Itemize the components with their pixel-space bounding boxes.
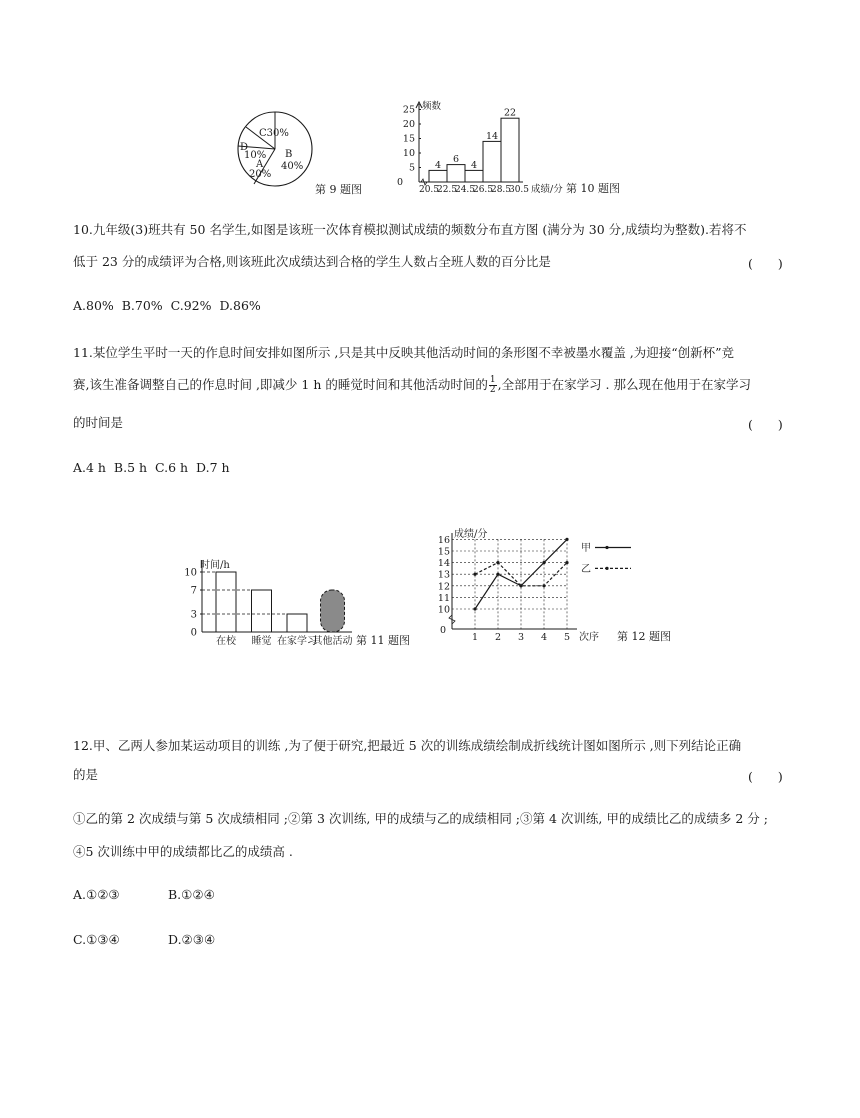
x-tick-label: 睡觉 — [251, 636, 272, 647]
pie-label-a-pct: 20% — [249, 169, 272, 180]
x-tick-label: 4 — [540, 632, 548, 643]
q11-line2 — [73, 376, 751, 395]
x-tick-label: 5 — [563, 632, 571, 643]
q10-line2: 低于 23 分的成绩评为合格,则该班此次成绩达到合格的学生人数占全班人数的百分比是 — [73, 254, 551, 269]
legend-point-jia — [605, 546, 608, 549]
y-tick-label: 13 — [437, 569, 450, 581]
q11-fraction-den: 2 — [489, 385, 496, 395]
x-tick-label: 28.5 — [490, 185, 512, 194]
y-tick-label-zero: 0 — [439, 625, 446, 636]
fig9-caption: 第 9 题图 — [315, 183, 362, 196]
histogram-bar — [429, 170, 447, 182]
q12-option-c: C.①③④ — [73, 932, 120, 947]
q12-option-b: B.①②④ — [168, 887, 215, 902]
y-axis-label: 频数 — [422, 101, 442, 112]
y-tick-label: 5 — [408, 162, 415, 174]
q12-line1: 12.甲、乙两人参加某运动项目的训练 ,为了便于研究,把最近 5 次的训练成绩绘制成折线统计图如图所示 ,则下列结论正确 — [73, 738, 742, 753]
legend-point-yi — [605, 567, 608, 570]
q10-options: A.80% B.70% C.92% D.86% — [73, 298, 261, 313]
q12-statement2: ④5 次训练中甲的成绩都比乙的成绩高 . — [73, 844, 293, 859]
fig11-caption: 第 11 题图 — [356, 634, 410, 647]
y-tick-label: 15 — [402, 133, 415, 145]
y-tick-label: 11 — [437, 592, 450, 604]
fig10-histogram — [395, 98, 625, 194]
pie-label-b-pct: 40% — [281, 161, 304, 172]
pie-label-d: D — [240, 142, 249, 153]
x-tick-label: 1 — [471, 632, 479, 643]
bar-在家学习 — [287, 614, 307, 632]
q11-line1: 11.某位学生平时一天的作息时间安排如图所示 ,只是其中反映其他活动时间的条形图不幸被墨水覆盖 ,为迎接“创新杯”竞 — [73, 345, 735, 360]
y-tick-label: 7 — [190, 585, 197, 597]
series-point-yi — [473, 573, 476, 576]
series-point-yi — [496, 561, 499, 564]
q11-line3: 的时间是 — [73, 415, 124, 430]
q12-option-d: D.②③④ — [168, 932, 216, 947]
y-tick-label: 16 — [437, 534, 450, 546]
q12-statement1: ①乙的第 2 次成绩与第 5 次成绩相同 ;②第 3 次训练, 甲的成绩与乙的成绩相同 ;③第 4 次训练, 甲的成绩比乙的成绩多 2 分 ; — [73, 811, 768, 826]
y-tick-label: 25 — [402, 104, 415, 116]
bar-value-label: 6 — [452, 154, 460, 166]
q12-answer-blank[interactable]: ( ) — [748, 769, 783, 784]
q12-option-a: A.①②③ — [73, 887, 120, 902]
fig10-caption: 第 10 题图 — [566, 182, 620, 194]
q12-line2: 的是 — [73, 767, 99, 782]
series-point-jia — [496, 573, 499, 576]
pie-label-a: A — [256, 159, 264, 170]
x-tick-label: 30.5 — [508, 185, 530, 194]
y-tick-label-zero: 0 — [396, 177, 403, 188]
q11-answer-blank[interactable]: ( ) — [748, 417, 783, 432]
bar-value-label: 4 — [434, 159, 442, 171]
x-tick-label: 在家学习 — [277, 636, 317, 647]
x-tick-label: 20.5 — [418, 185, 440, 194]
y-tick-label: 20 — [402, 119, 415, 130]
x-tick-label: 22.5 — [436, 185, 458, 194]
series-point-jia — [473, 607, 476, 610]
bar-在校 — [216, 572, 236, 632]
q11-fraction-num: 1 — [489, 375, 496, 385]
x-tick-label: 3 — [517, 632, 525, 643]
y-tick-label: 15 — [437, 546, 450, 558]
ink-blot — [321, 590, 345, 632]
q10-line1: 10.九年级(3)班共有 50 名学生,如图是该班一次体育模拟测试成绩的频数分布直方图 (满分为 30 分,成绩均为整数).若将不 — [73, 222, 747, 237]
x-tick-label: 其他活动 — [312, 636, 353, 647]
y-axis-label: 成绩/分 — [454, 529, 488, 540]
pie-label-c: C30% — [259, 128, 289, 139]
pie-label-b: B — [285, 149, 293, 160]
x-tick-label: 26.5 — [472, 185, 494, 194]
q11-fraction — [489, 376, 497, 395]
legend-label-yi: 乙 — [581, 563, 591, 575]
x-tick-label: 2 — [494, 632, 502, 643]
y-tick-label-zero: 0 — [190, 627, 197, 639]
x-tick-label: 在校 — [216, 636, 236, 647]
x-axis-label: 成绩/分 — [531, 184, 563, 194]
y-tick-label: 12 — [437, 581, 450, 593]
y-tick-label: 10 — [184, 567, 197, 579]
y-axis-label: 时间/h — [200, 560, 230, 571]
q11-line2-part1: 赛,该生准备调整自己的作息时间 ,即减少 1 h 的睡觉时间和其他活动时间的 — [73, 377, 488, 392]
series-point-jia — [565, 538, 568, 541]
series-point-yi — [519, 584, 522, 587]
histogram-bar — [465, 170, 483, 182]
y-tick-label: 14 — [437, 558, 450, 570]
q11-line2-part2: ,全部用于在家学习 . 那么现在他用于在家学习 — [497, 377, 751, 392]
fig9-pie-chart — [230, 110, 320, 188]
series-point-jia — [542, 561, 545, 564]
q11-options: A.4 h B.5 h C.6 h D.7 h — [73, 460, 230, 475]
q10-answer-blank[interactable]: ( ) — [748, 256, 783, 271]
bar-value-label: 4 — [470, 159, 478, 171]
series-point-yi — [565, 561, 568, 564]
bar-value-label: 14 — [485, 130, 499, 142]
fig12-line-chart — [430, 525, 690, 650]
pie-label-d-pct: 10% — [244, 150, 267, 161]
bar-睡觉 — [252, 590, 272, 632]
y-tick-label: 3 — [190, 609, 197, 621]
y-tick-label: 10 — [437, 604, 450, 616]
bar-value-label: 22 — [503, 107, 517, 119]
x-tick-label: 24.5 — [454, 185, 476, 194]
histogram-bar — [483, 141, 501, 182]
legend-label-jia: 甲 — [581, 543, 591, 555]
series-point-yi — [542, 584, 545, 587]
y-tick-label: 10 — [402, 148, 415, 159]
histogram-bar — [501, 118, 519, 182]
fig11-bar-chart — [180, 552, 425, 652]
histogram-bar — [447, 165, 465, 182]
x-axis-label: 次序 — [579, 632, 599, 643]
fig12-caption: 第 12 题图 — [617, 630, 671, 643]
